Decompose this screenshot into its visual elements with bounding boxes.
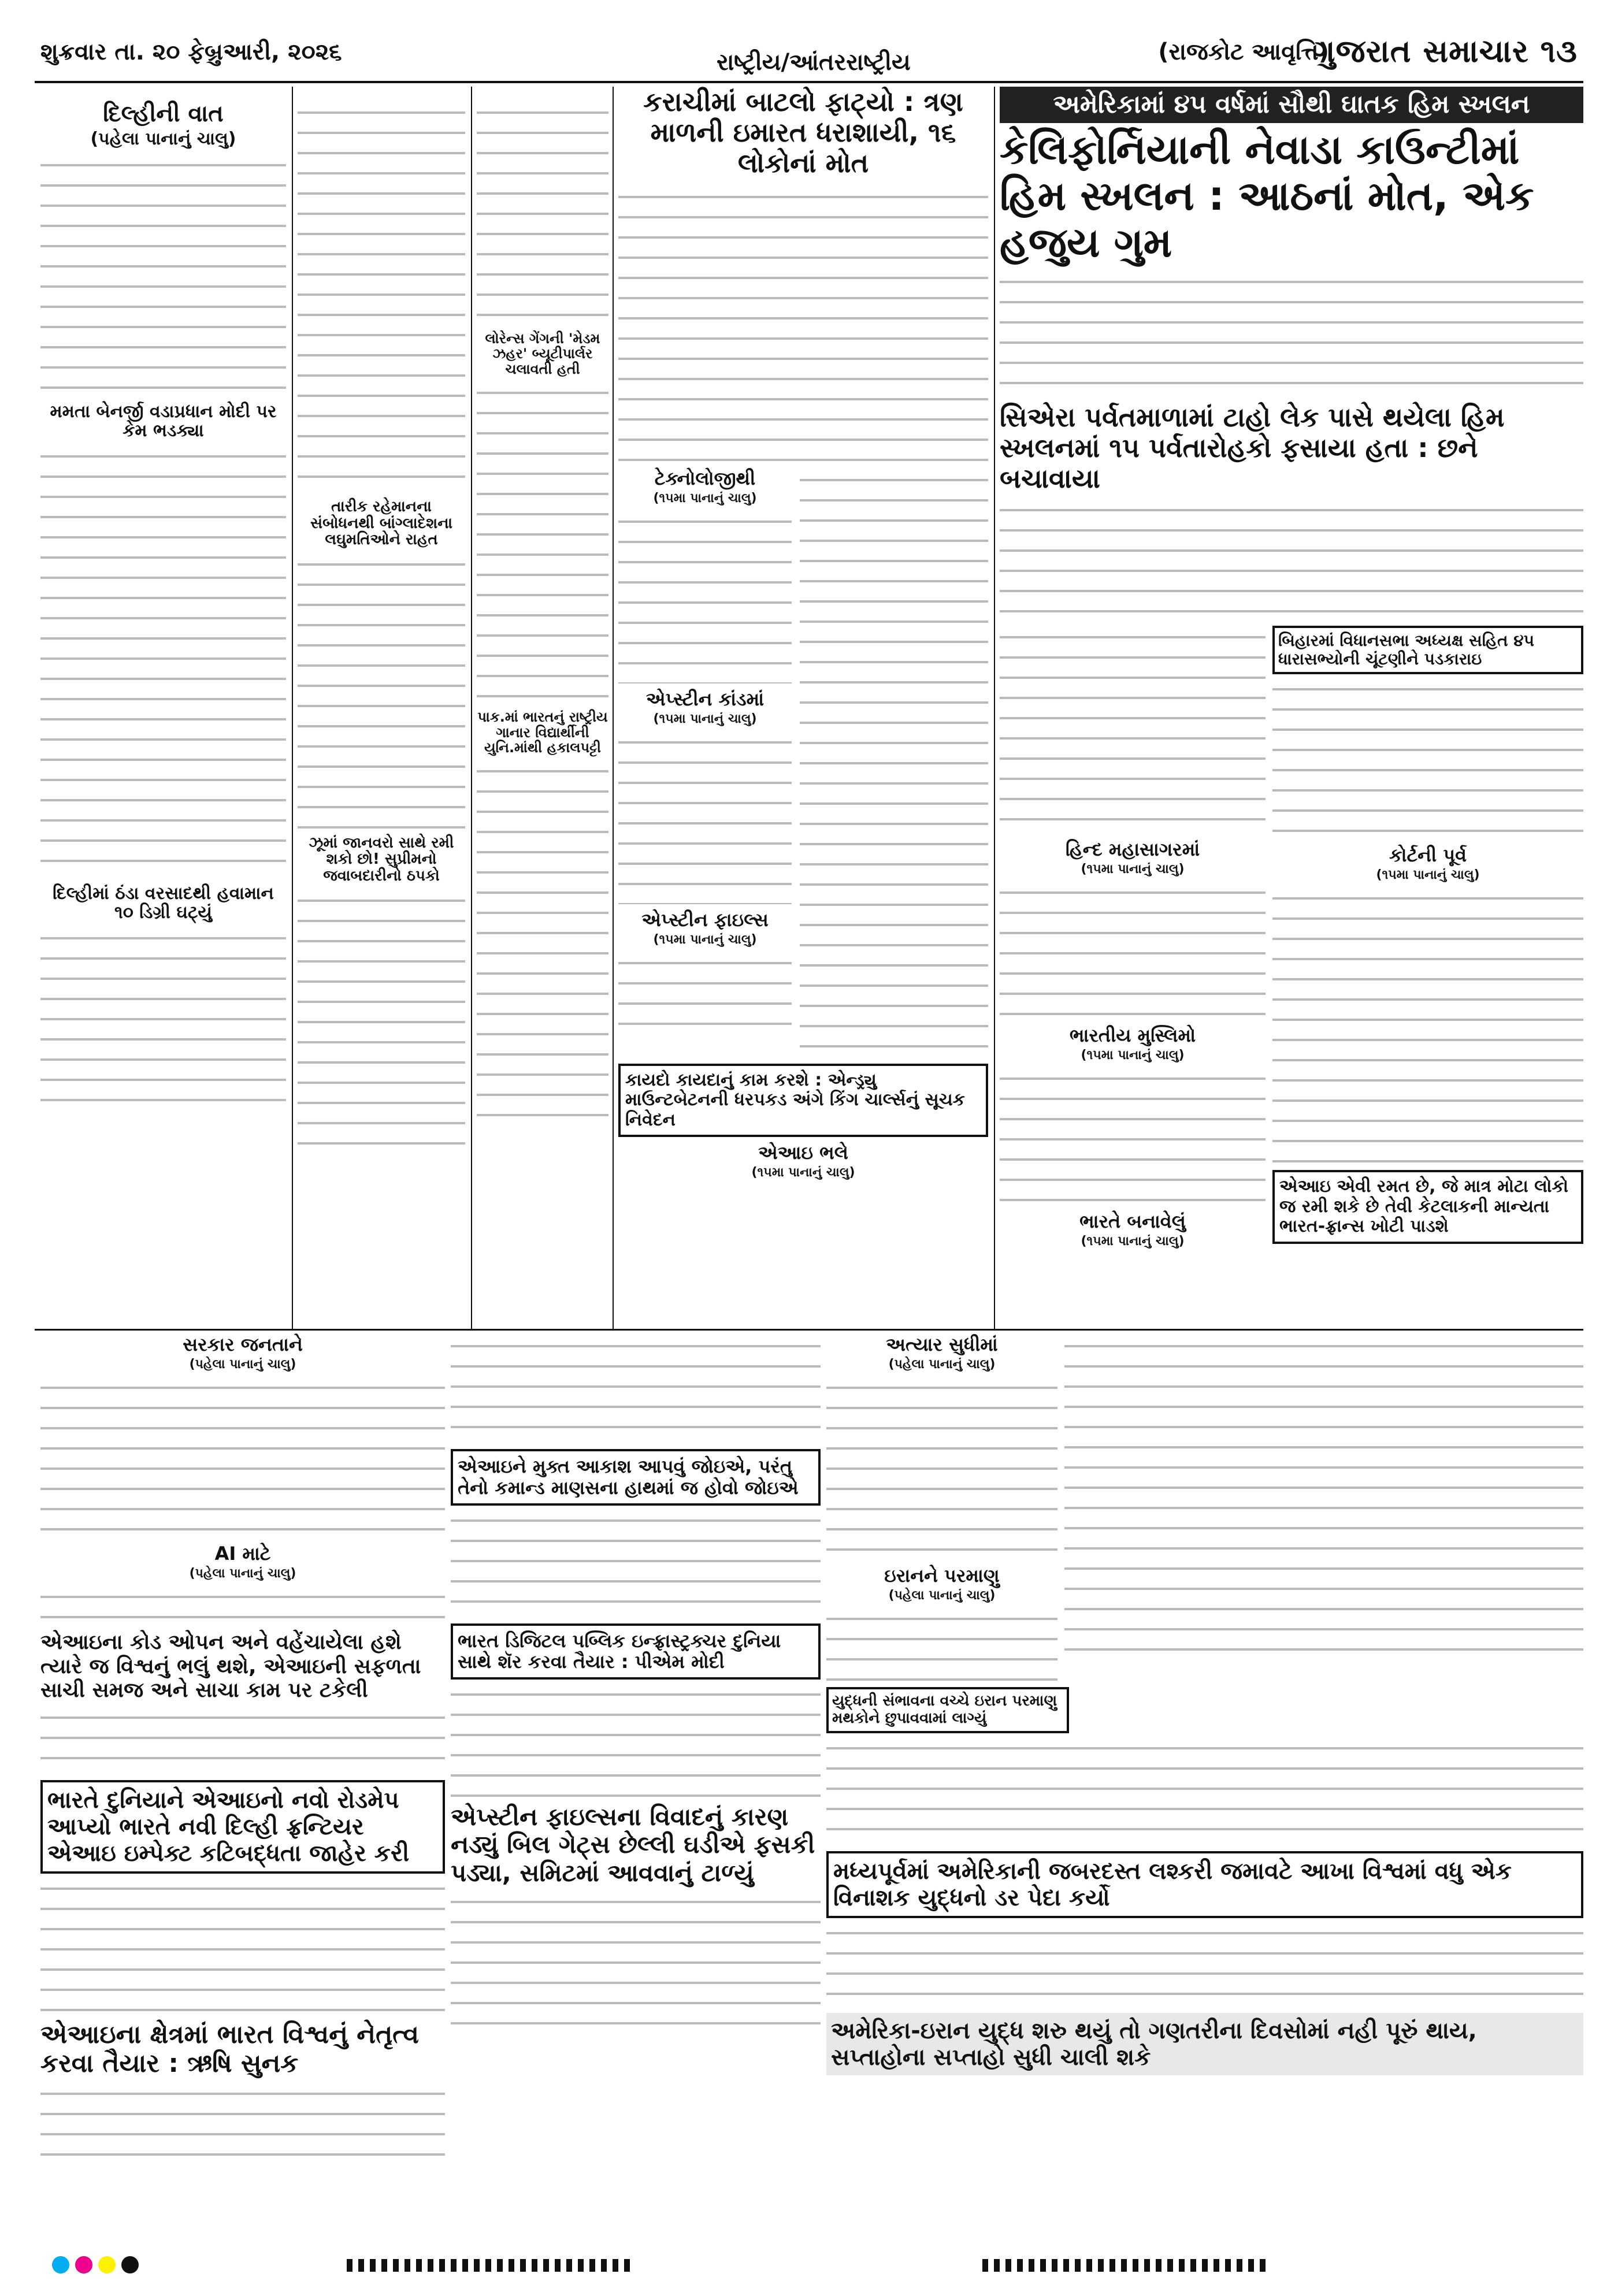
karachi-headline: કરાચીમાં બાટલો ફાટ્યો : ત્રણ માળની ઇમારત ધરાશાયી, ૧૬ લોકોનાં મોત [643, 86, 963, 179]
column-rule [994, 87, 995, 1329]
registration-mark [98, 2256, 116, 2273]
column-bangladesh [298, 101, 465, 1141]
pollution-headline: દિલ્હીમાં ઠંડા વરસાદથી હવામાન ૧૦ ડિગ્રી ઘટ્યું [53, 883, 274, 923]
registration-mark [52, 2256, 69, 2273]
color-bar [347, 2259, 636, 2272]
ai-mate-body [40, 1585, 445, 1626]
ai-game-headline-box: એઆઇ એવી રમત છે, જે માત્ર મોટા લોકો જ રમી શકે છે તેવી કેટલાકની માન્યતા ભારત-ફ્રાન્સ ખોટી પાડશે [1272, 1170, 1583, 1244]
column-rule [613, 87, 614, 1329]
iran-body [826, 1607, 1057, 1682]
dpi-headline-box: ભારત ડિજિટલ પબ્લિક ઇન્ફ્રાસ્ટ્રક્ચર દુનિયા સાથે શૅર કરવા તૈયાર : પીએમ મોદી [451, 1623, 821, 1680]
sarkar-body [40, 1376, 445, 1538]
tarik-body [298, 553, 465, 830]
header-rule [35, 81, 1583, 83]
bottom-left [40, 1335, 445, 2247]
middle-body-top [451, 1335, 821, 1444]
sierra-body [1000, 499, 1583, 620]
bihar-body [1272, 678, 1583, 839]
hind-continued: (૧૫મા પાનાનું ચાલુ) [1081, 861, 1185, 876]
court-headline: કોર્ટની પૂર્વ [1389, 844, 1467, 867]
sierra-headline: સિએરા પર્વતમાળામાં ટાહો લેક પાસે થયેલા હિમ સ્ખલનમાં ૧૫ પર્વતારોહકો ફસાયા હતા : છને બચાવાયા [1000, 402, 1505, 494]
col3-body-top [477, 101, 608, 326]
ai-open-body [40, 1706, 445, 1775]
court-body [1272, 887, 1583, 1164]
bottom-middle [451, 1335, 821, 2247]
mamta-body [40, 445, 286, 878]
iran-continued: (પહેલા પાનાનું ચાલુ) [888, 1588, 996, 1603]
bharat-continued: (૧૫મા પાનાનું ચાલુ) [1081, 1234, 1185, 1249]
registration-mark [75, 2256, 92, 2273]
war2-headline: અમેરિકા-ઇરાન યુદ્ધ શરુ થયું તો ગણતરીના દિવસોમાં નહી પૂરું થાય, સપ્તાહોના સપ્તાહો સુધી ચાલી શકે [826, 2013, 1583, 2075]
epstein-continued: (૧૫મા પાનાનું ચાલુ) [653, 712, 757, 727]
epstein-body [618, 731, 792, 904]
iran-headline-box: યુદ્ધની સંભાવના વચ્ચે ઇરાન પરમાણુ મથકોને છુપાવવામાં લાગ્યું [826, 1687, 1069, 1733]
muslim-continued: (૧૫મા પાનાનું ચાલુ) [1081, 1048, 1185, 1063]
karachi-body [618, 185, 988, 463]
mamta-headline: મમતા બેનર્જી વડાપ્રધાન મોદી પર કેમ ભડક્યા [50, 402, 277, 441]
column-rule [292, 87, 293, 1329]
mukt-headline-box: એઆઇને મુક્ત આકાશ આપવું જોઇએ, પરંતુ તેનો કમાન્ડ માણસના હાથમાં જ હોવો જોઇએ [451, 1449, 821, 1506]
delhi-headline: દિલ્હીની વાત [103, 101, 224, 127]
gates-headline: એપ્સ્ટીન ફાઇલ્સના વિવાદનું કારણ નડ્યું બિલ ગેટ્સ છેલ્લી ઘડીએ ફસકી પડ્યા, સમિટમાં આવવાનું ટાળ્યું [451, 1803, 815, 1887]
delhi-body [40, 154, 286, 396]
efiles-body [618, 952, 792, 1027]
section-title: રાષ્ટ્રીય/આંતરરાષ્ટ્રીય [717, 49, 911, 76]
sarkar-headline: સરકાર જનતાને [183, 1333, 303, 1355]
col2-body-top [298, 101, 465, 494]
bottom-right [826, 1335, 1583, 2247]
bharat-headline: ભારતે બનાવેલું [1079, 1210, 1186, 1233]
column-rule [471, 87, 472, 1329]
pak-body [477, 760, 608, 1118]
hind-headline: હિન્દ મહાસાગરમાં [1065, 838, 1200, 860]
sunak-body [40, 2082, 445, 2169]
roadmap-headline-box: ભારતે દુનિયાને એઆઇનો નવો રોડમેપ આપ્યો ભારતે નવી દિલ્હી ફ્રન્ટિયર એઆઇ ઇમ્પેક્ટ કટિબદ્ધતા જાહેર કરી [40, 1780, 445, 1874]
issue-date: શુક્રવાર તા. ૨૦ ફેબ્રુઆરી, ૨૦૨૬ [40, 39, 342, 65]
efiles-continued: (૧૫મા પાનાનું ચાલુ) [653, 932, 757, 948]
atyar-body [826, 1376, 1057, 1561]
court-continued: (૧૫મા પાનાનું ચાલુ) [1376, 868, 1480, 883]
col4-right-body [800, 469, 988, 1058]
color-bar [982, 2259, 1271, 2272]
page-header [35, 32, 1583, 78]
dpi-body [451, 1683, 821, 1799]
atyar-continued: (પહેલા પાનાનું ચાલુ) [888, 1357, 996, 1372]
column-avalanche [1000, 87, 1583, 1249]
tech-continued: (૧૫મા પાનાનું ચાલુ) [653, 491, 757, 506]
muslim-headline: ભારતીય મુસ્લિમો [1069, 1024, 1196, 1046]
ai-mate-headline: AI માટે [214, 1543, 271, 1565]
tech-body [618, 510, 792, 683]
newspaper-name: ગુજરાત સમાચાર ૧૩ [1312, 33, 1578, 69]
avalanche-body-left [1000, 626, 1266, 834]
us-avalanche-tag: અમેરિકામાં ૪૫ વર્ષમાં સૌથી ઘાતક હિમ સ્ખલન [1000, 87, 1583, 123]
zoo-headline: ઝૂમાં જાનવરો સાથે રમી શકો છો! સુપ્રીમનો જવાબદારીનો ઠપકો [309, 834, 454, 885]
lawrence-body [477, 381, 608, 705]
zoo-body [298, 889, 465, 1155]
ai-bhale-headline: એઆઇ ભલે [758, 1142, 848, 1164]
nevada-body [1000, 270, 1583, 397]
roadmap-body [40, 1877, 445, 2016]
iran-headline: ઇરાનને પરમાણુ [884, 1565, 1000, 1587]
mukt-body [451, 1509, 821, 1619]
sunak-headline: એઆઇના ક્ષેત્રમાં ભારત વિશ્વનું નેતૃત્વ કરવા તૈયાર : ઋષિ સુનક [40, 2019, 420, 2079]
ai-open-headline: એઆઇના કોડ ઓપન અને વહેંચાયેલા હશે ત્યારે જ વિશ્વનું ભલું થશે, એઆઇની સફળતા સાચી સમજ અને સાચા કામ પર ટકેલી [40, 1630, 421, 1703]
lawrence-headline: લોરેન્સ ગેંગની 'મેડમ ઝહર' બ્યૂટીપાર્લર ચલાવતી હતી [485, 330, 600, 377]
atyar-headline: અત્યાર સુધીમાં [886, 1333, 998, 1355]
ai-bhale-continued: (૧૫મા પાનાનું ચાલુ) [751, 1165, 855, 1180]
sarkar-continued: (પહેલા પાનાનું ચાલુ) [189, 1357, 296, 1372]
war-headline-box: મધ્યપૂર્વમાં અમેરિકાની જબરદસ્ત લશ્કરી જમાવટે આખા વિશ્વમાં વધુ એક વિનાશક યુદ્ધનો ડર પેદા કર્યો [826, 1851, 1583, 1918]
tech-headline: ટેક્નોલોજીથી [654, 467, 756, 489]
epstein-headline: એપ્સ્ટીન કાંડમાં [645, 688, 765, 710]
pollution-body [40, 927, 286, 1117]
section-rule [35, 1329, 1583, 1331]
tarik-headline: તારીક રહેમાનના સંબોધનથી બાંગ્લાદેશના લઘુમતિઓને રાહત [310, 498, 452, 549]
registration-mark [121, 2256, 139, 2273]
column-karachi [618, 86, 988, 1180]
pak-headline: પાક.માં ભારતનું રાષ્ટ્રીય ગાનાર વિદ્યાર્થીની યુનિ.માંથી હકાલપટ્ટી [477, 709, 608, 756]
column-delhi [40, 101, 286, 1141]
ai-mate-continued: (પહેલા પાનાનું ચાલુ) [189, 1566, 296, 1581]
war-body [826, 1922, 1583, 2008]
nevada-headline: કેલિફોર્નિયાની નેવાડા કાઉન્ટીમાં હિમ સ્ખલન : આઠનાં મોત, એક હજુય ગુમ [1000, 125, 1534, 266]
gates-body [451, 1890, 821, 2041]
andrew-headline-box: કાયદો કાયદાનું કામ કરશે : એન્ડ્ર્યુ માઉન્ટબેટનની ધરપકડ અંગે કિંગ ચાર્લ્સનું સૂચક નિવેદન [618, 1064, 988, 1138]
delhi-continued: (પહેલા પાનાનું ચાલુ) [90, 129, 236, 149]
bihar-headline-box: બિહારમાં વિધાનસભા અધ્યક્ષ સહિત ૪૫ ધારાસભ્યોની ચૂંટણીને પડકારાઇ [1272, 626, 1583, 674]
edition-label: (રાજકોટ આવૃત્તિ) [1158, 39, 1329, 65]
column-lawrence [477, 101, 608, 1141]
muslim-body [1000, 1067, 1266, 1206]
right-body-top [1064, 1335, 1583, 1658]
iran-box-body [826, 1737, 1583, 1847]
efiles-headline: એપ્સ્ટીન ફાઇલ્સ [641, 909, 769, 931]
hind-body [1000, 881, 1266, 1020]
